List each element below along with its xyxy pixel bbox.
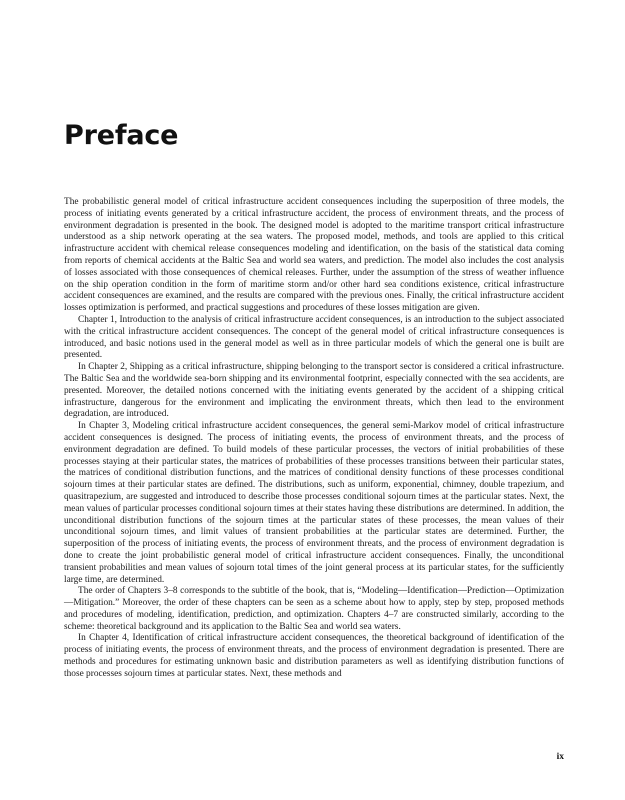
paragraph: The probabilistic general model of critical infrastructure accident consequences including the superposition of three models, the process of initiating events generated by a critical infrastructure accident, the process of environment threats, and the process of environment degradation is presented in the book. The designed model is adopted to the maritime transport critical infrastructure understood as a ship network operating at the sea waters. The proposed model, methods, and tools are applied to this critical infrastructure accident with chemical release consequences modeling and identification, on the basis of the statistical data coming from reports of chemical accidents at the Baltic Sea and world sea waters, and prediction. The model also includes the cost analysis of losses associated with those consequences of chemical releases. Further, under the assumption of the stress of weather influence on the ship operation condition in the form of maritime storm and/or other hard sea conditions existence, critical infrastructure accident consequences are examined, and the results are compared with the previous ones. Finally, the critical infrastructure accident losses optimization is performed, and practical suggestions and procedures of these losses mitigation are given.	[64, 197, 564, 314]
page-number: ix	[556, 752, 564, 762]
preface-body	[64, 197, 564, 681]
paragraph: In Chapter 4, Identification of critical infrastructure accident consequences, the theoretical background of identification of the process of initiating events, the process of environment threats, and the process of environment degradation is presented. There are methods and procedures for estimating unknown basic and distribution parameters as well as identifying distribution functions of those processes sojourn times at particular states. Next, these methods and	[64, 633, 564, 679]
paragraph: In Chapter 3, Modeling critical infrastructure accident consequences, the general semi-Markov model of critical infrastructure accident consequences is designed. The process of initiating events, the process of environment threats, and the process of environment degradation are defined. To build models of these particular processes, the vectors of initial probabilities of these processes staying at their particular states, the matrices of probabilities of these processes transitions between their particular states, the matrices of conditional distribution functions, and the matrices of conditional density functions of these processes conditional sojourn times at their particular states are defined. The distributions, such as uniform, exponential, chimney, double trapezium, and quasitrapezium, are suggested and introduced to describe those processes conditional sojourn times at the particular states. Next, the mean values of particular processes conditional sojourn times at their states having these distributions are determined. In addition, the unconditional distribution functions of the sojourn times at the particular states of these processes, the mean values of their unconditional sojourn times, and limit values of transient probabilities at the particular states are determined. Further, the superposition of the process of initiating events, the process of environment threats, and the process of environment degradation is done to create the joint probabilistic general model of critical infrastructure accident consequences. Finally, the unconditional transient probabilities and mean values of sojourn total times of the joint general process at its particular states, for the sufficiently large time, are determined.	[64, 421, 564, 585]
page-title: Preface	[64, 120, 179, 151]
paragraph: Chapter 1, Introduction to the analysis of critical infrastructure accident consequences, is an introduction to the subject associated with the critical infrastructure accident consequences. The concept of the general model of critical infrastructure consequences is introduced, and basic notions used in the general model as well as in three particular models of which the general one is built are presented.	[64, 314, 564, 361]
paragraph: The order of Chapters 3–8 corresponds to the subtitle of the book, that is, “Modeling—Identification—Prediction—Optimization—Mitigation.” Moreover, the order of these chapters can be seen as a scheme about how to apply, step by step, proposed methods and procedures of modeling, identification, prediction, and optimization. Chapters 4–7 are constructed similarly, according to the scheme: theoretical background and its application to the Baltic Sea and world sea waters.	[64, 586, 564, 632]
paragraph: In Chapter 2, Shipping as a critical infrastructure, shipping belonging to the transport sector is considered a critical infrastructure. The Baltic Sea and the worldwide sea-born shipping and its environmental footprint, especially connected with the sea accidents, are presented. Moreover, the detailed notions concerned with the initiating events generated by the accident of a shipping critical infrastructure, dangerous for the environment and implicating the environment threats, which then lead to the environment degradation, are introduced.	[64, 362, 564, 420]
